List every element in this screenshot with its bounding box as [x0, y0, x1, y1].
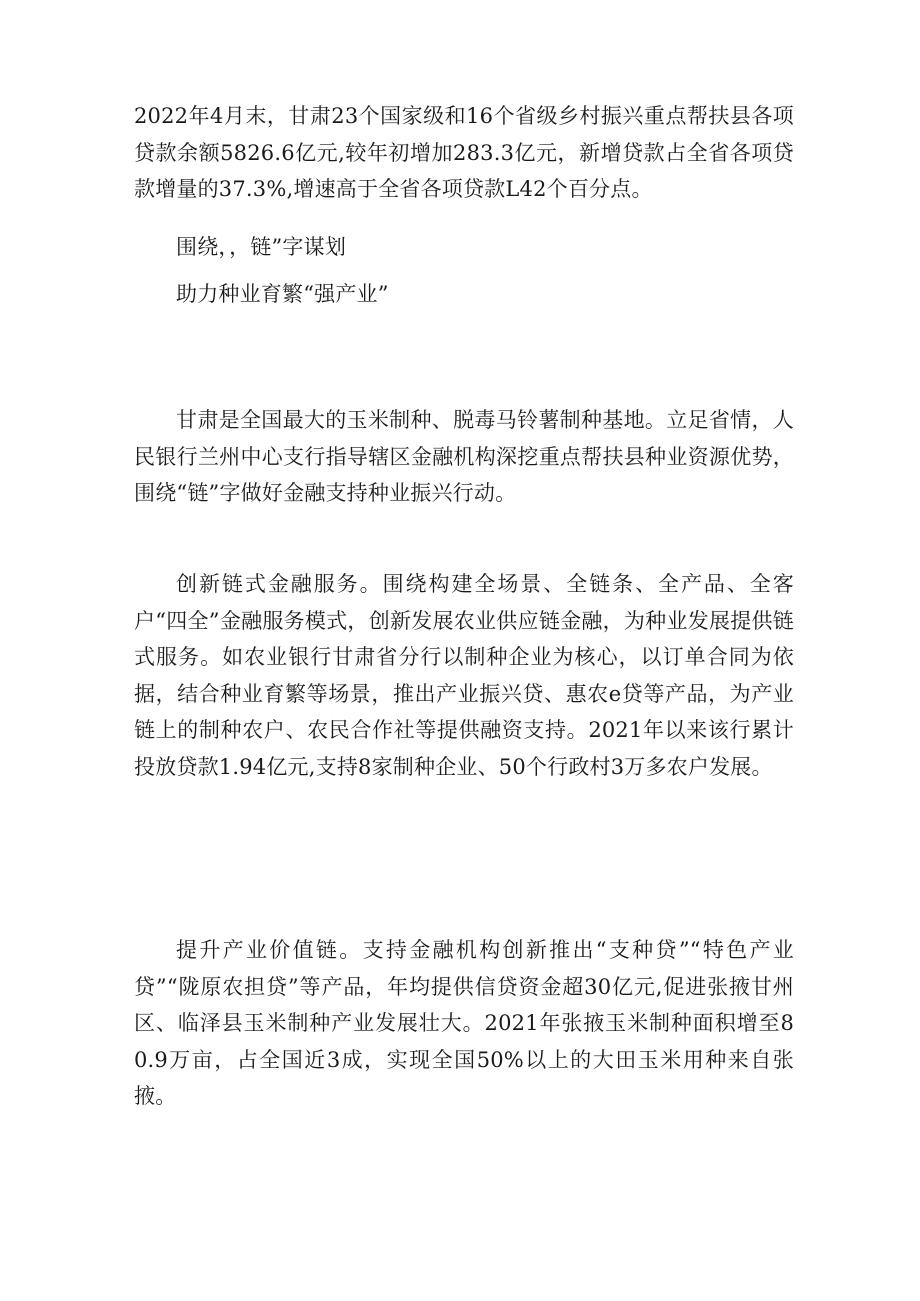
section-heading-line-2: 助力种业育繁“强产业” — [176, 282, 389, 306]
paragraph-value-chain: 提升产业价值链。支持金融机构创新推出“支种贷”“特色产业贷”“陇原农担贷”等产品，年均提供信贷资金超30亿元,促进张掖甘州区、临泽县玉米制种产业发展壮大。2021年张掖玉米制种面积增至80.9万亩，占全国近3成，实现全国50%以上的大田玉米用种来自张掖。 — [134, 938, 794, 1108]
paragraph-loan-statistics: 2022年4月末，甘肃23个国家级和16个省级乡村振兴重点帮扶县各项贷款余额5826.6亿元,较年初增加283.3亿元，新增贷款占全省各项贷款增量的37.3%,增速高于全省各项贷款L42个百分点。 — [134, 104, 794, 201]
paragraph-chain-finance: 创新链式金融服务。围绕构建全场景、全链条、全产品、全客户“四全”金融服务模式，创新发展农业供应链金融，为种业发展提供链式服务。如农业银行甘肃省分行以制种企业为核心，以订单合同为依据，结合种业育繁等场景，推出产业振兴贷、惠农e贷等产品，为产业链上的制种农户、农民合作社等提供融资支持。2021年以来该行累计投放贷款1.94亿元,支持8家制种企业、50个行政村3万多农户发展。 — [134, 572, 794, 779]
paragraph-seed-base: 甘肃是全国最大的玉米制种、脱毒马铃薯制种基地。立足省情，人民银行兰州中心支行指导辖区金融机构深挖重点帮扶县种业资源优势，围绕“链”字做好金融支持种业振兴行动。 — [134, 408, 794, 505]
section-heading-line-1: 围绕，，链”字谋划 — [176, 235, 347, 259]
